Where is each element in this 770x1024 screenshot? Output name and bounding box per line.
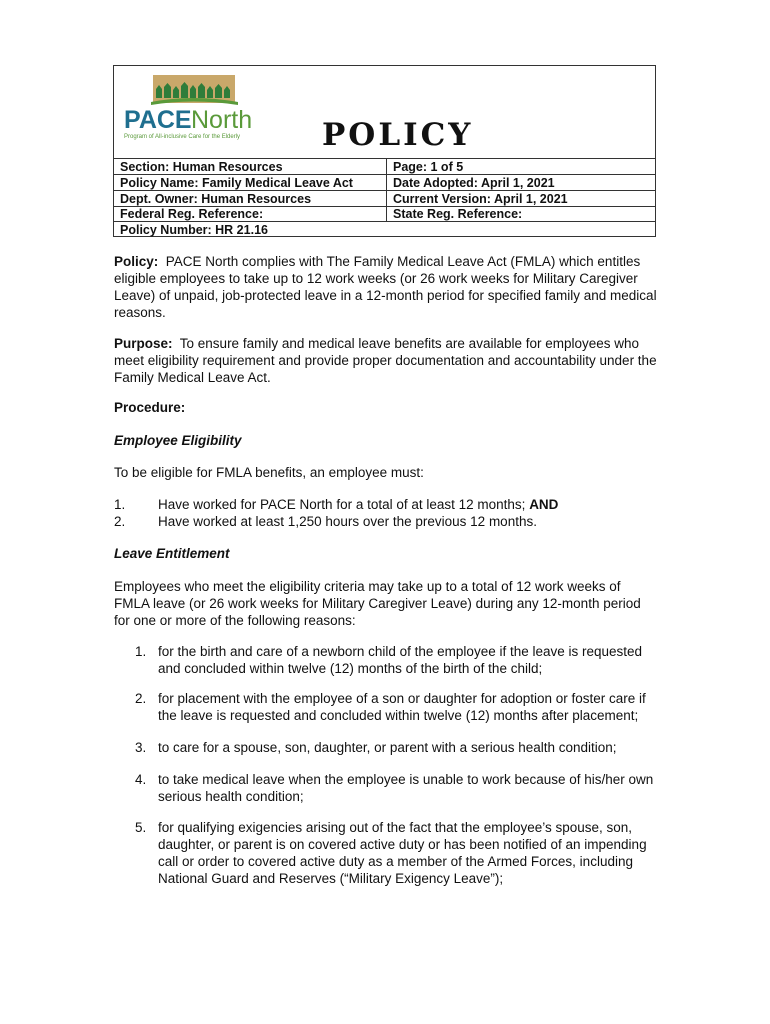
- header-current-version: Current Version: April 1, 2021: [393, 192, 568, 206]
- reason-number: 5.: [135, 820, 147, 835]
- header-state-reg: State Reg. Reference:: [393, 207, 523, 221]
- policy-text: PACE North complies with The Family Medical Leave Act (FMLA) which entitles eligible employees to take up to 12 work weeks (or 26 work weeks for Military Caregiver Leave) of unpaid, job-protected leave in a 12-month period for specified family and medical reasons.: [114, 254, 657, 320]
- item-text: Have worked for PACE North for a total of at least 12 months;: [158, 497, 526, 512]
- reason-number: 1.: [135, 644, 147, 659]
- item-text: Have worked at least 1,250 hours over the previous 12 months.: [158, 514, 537, 529]
- header-federal-reg: Federal Reg. Reference:: [120, 207, 264, 221]
- eligibility-heading: Employee Eligibility: [114, 433, 242, 448]
- eligibility-item: [114, 513, 537, 530]
- header-date-adopted: Date Adopted: April 1, 2021: [393, 176, 555, 190]
- svg-text:PACE: PACE: [124, 106, 192, 134]
- reason-number: 3.: [135, 740, 147, 755]
- eligibility-intro: To be eligible for FMLA benefits, an employee must:: [114, 465, 424, 480]
- reason-text: to care for a spouse, son, daughter, or parent with a serious health condition;: [158, 740, 617, 755]
- purpose-text: To ensure family and medical leave benefits are available for employees who meet eligibility requirement and provide proper documentation and accountability under the Family Medical Leave Act.: [114, 336, 657, 385]
- eligibility-item: [114, 496, 558, 513]
- entitlement-heading: Leave Entitlement: [114, 546, 230, 561]
- purpose-label: Purpose:: [114, 336, 173, 351]
- header-page: Page: 1 of 5: [393, 160, 464, 174]
- purpose-paragraph: [114, 335, 659, 386]
- header-policy-name: Policy Name: Family Medical Leave Act: [120, 176, 353, 190]
- header-section: Section: Human Resources: [120, 160, 283, 174]
- reason-text: for the birth and care of a newborn child of the employee if the leave is requested and concluded within twelve (12) months of the birth of the child;: [158, 644, 643, 676]
- svg-text:North: North: [191, 106, 253, 134]
- policy-paragraph: [114, 253, 659, 321]
- reason-item: [135, 771, 659, 805]
- logo-tagline: Program of All-inclusive Care for the Elderly: [124, 134, 241, 140]
- item-number: 2.: [114, 514, 126, 529]
- reason-text: to take medical leave when the employee is unable to work because of his/her own serious health condition;: [158, 772, 654, 804]
- reason-text: for placement with the employee of a son or daughter for adoption or foster care if the leave is requested and concluded within twelve (12) months after placement;: [158, 691, 646, 723]
- procedure-heading: Procedure:: [114, 400, 186, 415]
- reason-text: for qualifying exigencies arising out of the fact that the employee’s spouse, son, daughter, or parent is on covered active duty or has been notified of an impending call or order to covered active duty as a member of the Armed Forces, including National Guard and Reserves (“Military Exigency Leave”);: [158, 820, 647, 886]
- reason-item: [135, 739, 659, 756]
- header-policy-number: Policy Number: HR 21.16: [120, 223, 268, 237]
- reason-item: [135, 690, 659, 724]
- policy-label: Policy:: [114, 254, 159, 269]
- reason-item: [135, 643, 659, 677]
- item-number: 1.: [114, 497, 126, 512]
- reason-item: [135, 819, 659, 887]
- reason-number: 4.: [135, 772, 147, 787]
- policy-title: POLICY: [322, 117, 474, 153]
- entitlement-intro: Employees who meet the eligibility criteria may take up to a total of 12 work weeks of FMLA leave (or 26 work weeks for Military Caregiver Leave) during any 12-month period for one or more of the following reasons:: [114, 579, 641, 628]
- header-dept-owner: Dept. Owner: Human Resources: [120, 192, 312, 206]
- reason-number: 2.: [135, 691, 147, 706]
- item-emphasis: AND: [529, 497, 559, 512]
